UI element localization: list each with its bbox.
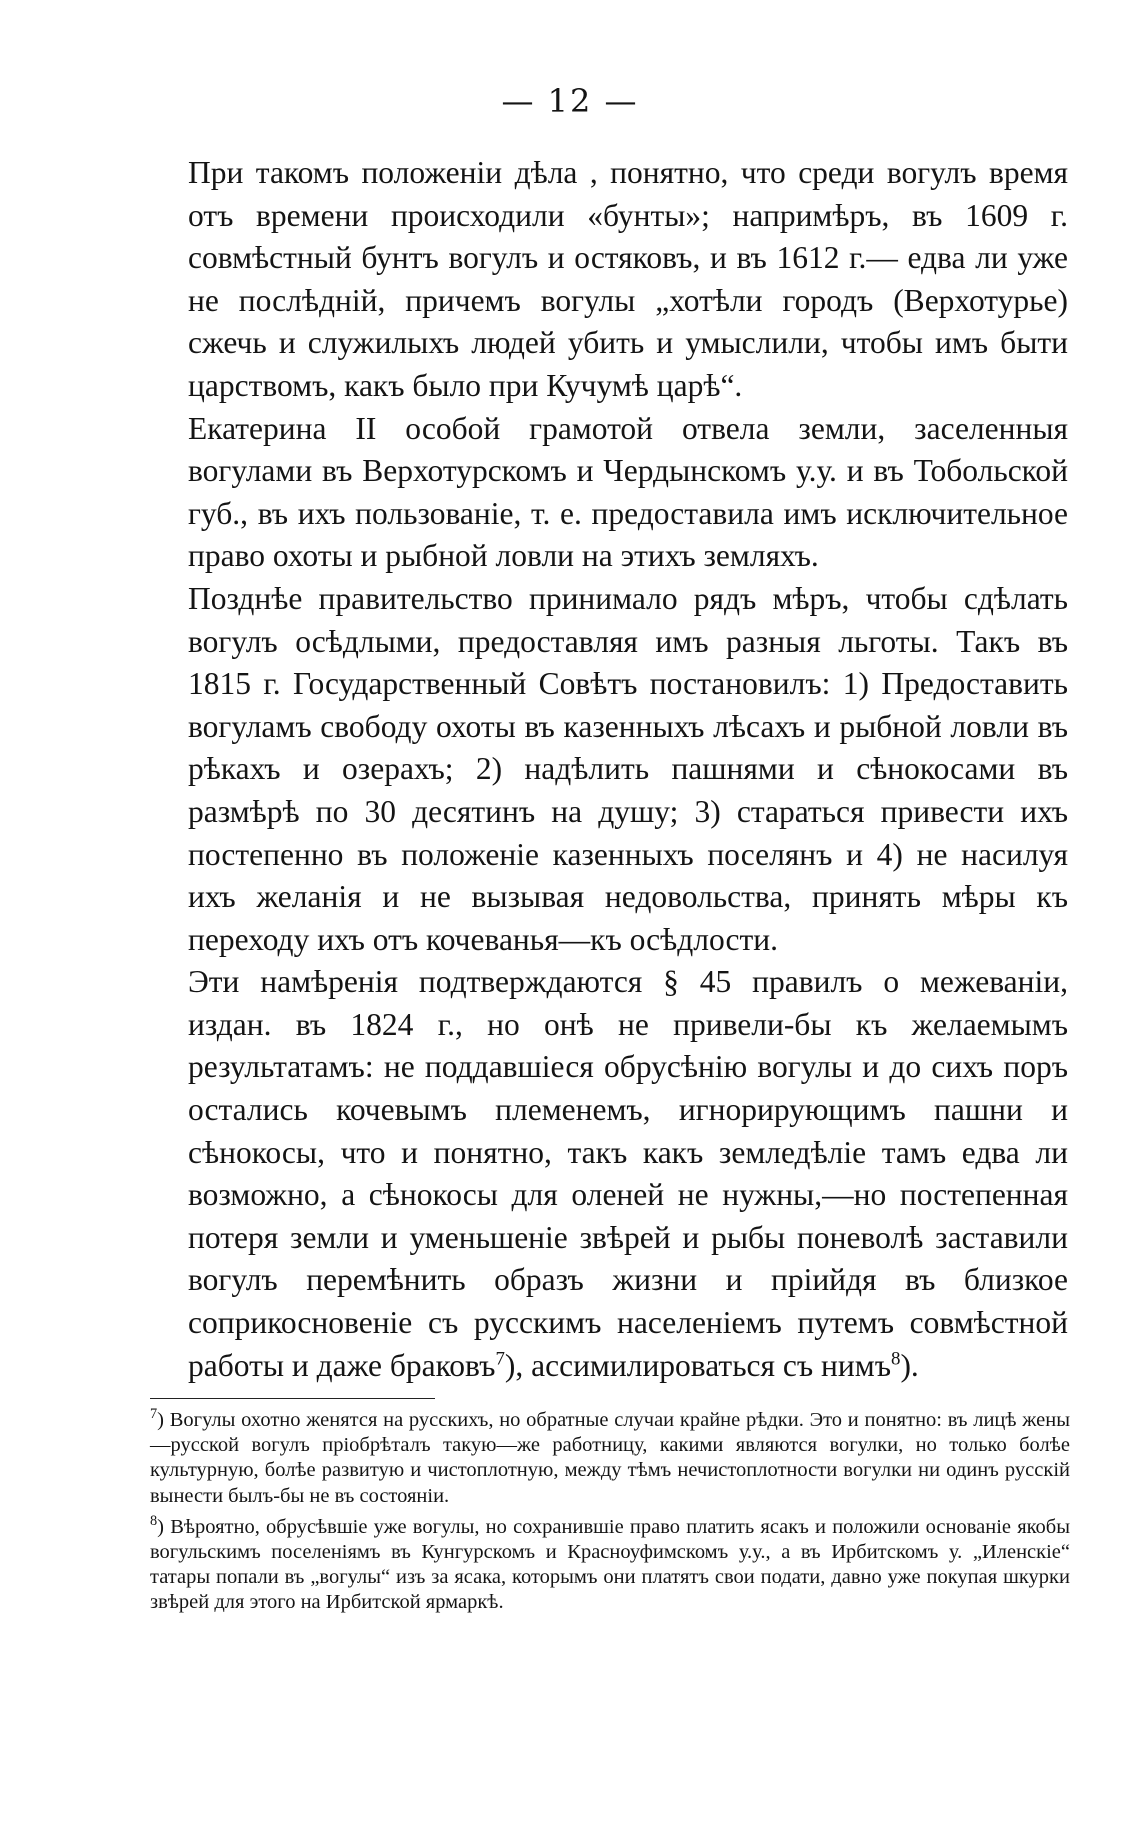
- paragraph-4-text-a: Эти намѣренія подтверждаются § 45 правилъ о межеваніи, издан. въ 1824 г., но онѣ не привели-бы къ желаемымъ результатамъ: не поддавшіеся обрусѣнію вогулы и до сихъ поръ остались кочевымъ племенемъ, игнорирующимъ пашни и сѣнокосы, что и понятно, такъ какъ земледѣліе тамъ едва ли возможно, а сѣнокосы для оленей не нужны,—но постепенная потеря земли и уменьшеніе звѣрей и рыбы поневолѣ заставили вогулъ перемѣнить образъ жизни и пріийдя въ близкое соприкосновеніе съ русскимъ населеніемъ путемъ совмѣстной работы и даже браковъ: [188, 964, 1068, 1383]
- paragraph-2: Екатерина II особой грамотой отвела земли, заселенныя вогулами въ Верхотурскомъ и Чердынскомъ у.у. и въ Тобольской губ., въ ихъ пользованіе, т. е. предоставила имъ исключительное право охоты и рыбной ловли на этихъ земляхъ.: [188, 410, 1068, 574]
- footnote-7: [150, 1408, 1070, 1509]
- footnote-8: [150, 1512, 1070, 1616]
- footnote-8-mark: 8: [150, 1512, 158, 1529]
- page-number: — 12 —: [501, 82, 639, 120]
- footnote-ref-7: 7: [495, 1348, 505, 1370]
- footnote-7-text: ) Вогулы охотно женятся на русскихъ, но обратные случаи крайне рѣдки. Это и понятно: въ лицѣ жены —русской вогулъ пріобрѣталъ такую—же работницу, какими являются вогулки, но только болѣе культурную, болѣе развитую и чистоплотную, между тѣмъ нечистоплотности вогулки ни одинъ русскій вынести былъ-бы не въ состояніи.: [150, 1409, 1070, 1507]
- footnote-8-text: ) Вѣроятно, обрусѣвшіе уже вогулы, но сохранившіе право платить ясакъ и положили основаніе якобы вогульскимъ поселеніямъ въ Кунгурскомъ и Красноуфимскомъ у.у., а въ Ирбитскомъ у. „Иленскіе“ татары попали въ „вогулы“ изъ за ясака, которымъ они платятъ свои подати, давно уже покупая шкурки звѣрей для этого на Ирбитской ярмаркѣ.: [150, 1515, 1070, 1614]
- footnote-divider: [150, 1398, 435, 1399]
- paragraph-4: [188, 961, 1068, 1387]
- paragraph-4-text-b: ), ассимилироваться съ нимъ: [504, 1347, 891, 1383]
- footnotes: [150, 1408, 1070, 1622]
- footnote-7-mark: 7: [150, 1406, 158, 1423]
- main-text: [188, 152, 1068, 1387]
- paragraph-1: При такомъ положеніи дѣла , понятно, что среди вогулъ время отъ времени происходили «бунты»; напримѣръ, въ 1609 г. совмѣстный бунтъ вогулъ и остяковъ, и въ 1612 г.— едва ли уже не послѣдній, причемъ вогулы „хотѣли городъ (Верхотурье) сжечь и служилыхъ людей убить и умыслили, чтобы имъ быти царствомъ, какъ было при Кучумѣ царѣ“.: [188, 155, 1068, 403]
- footnote-ref-8: 8: [890, 1348, 901, 1370]
- paragraph-3: Позднѣе правительство принимало рядъ мѣръ, чтобы сдѣлать вогулъ осѣдлыми, предоставляя имъ разныя льготы. Такъ въ 1815 г. Государственный Совѣтъ постановилъ: 1) Предоставить вогуламъ свободу охоты въ казенныхъ лѣсахъ и рыбной ловли въ рѣкахъ и озерахъ; 2) надѣлить пашнями и сѣнокосами въ размѣрѣ по 30 десятинъ на душу; 3) стараться привести ихъ постепенно въ положеніе казенныхъ поселянъ и 4) не насилуя ихъ желанія и не вызывая недовольства, принять мѣры къ переходу ихъ отъ кочеванья—къ осѣдлости.: [188, 580, 1068, 957]
- paragraph-4-text-c: ).: [900, 1347, 919, 1383]
